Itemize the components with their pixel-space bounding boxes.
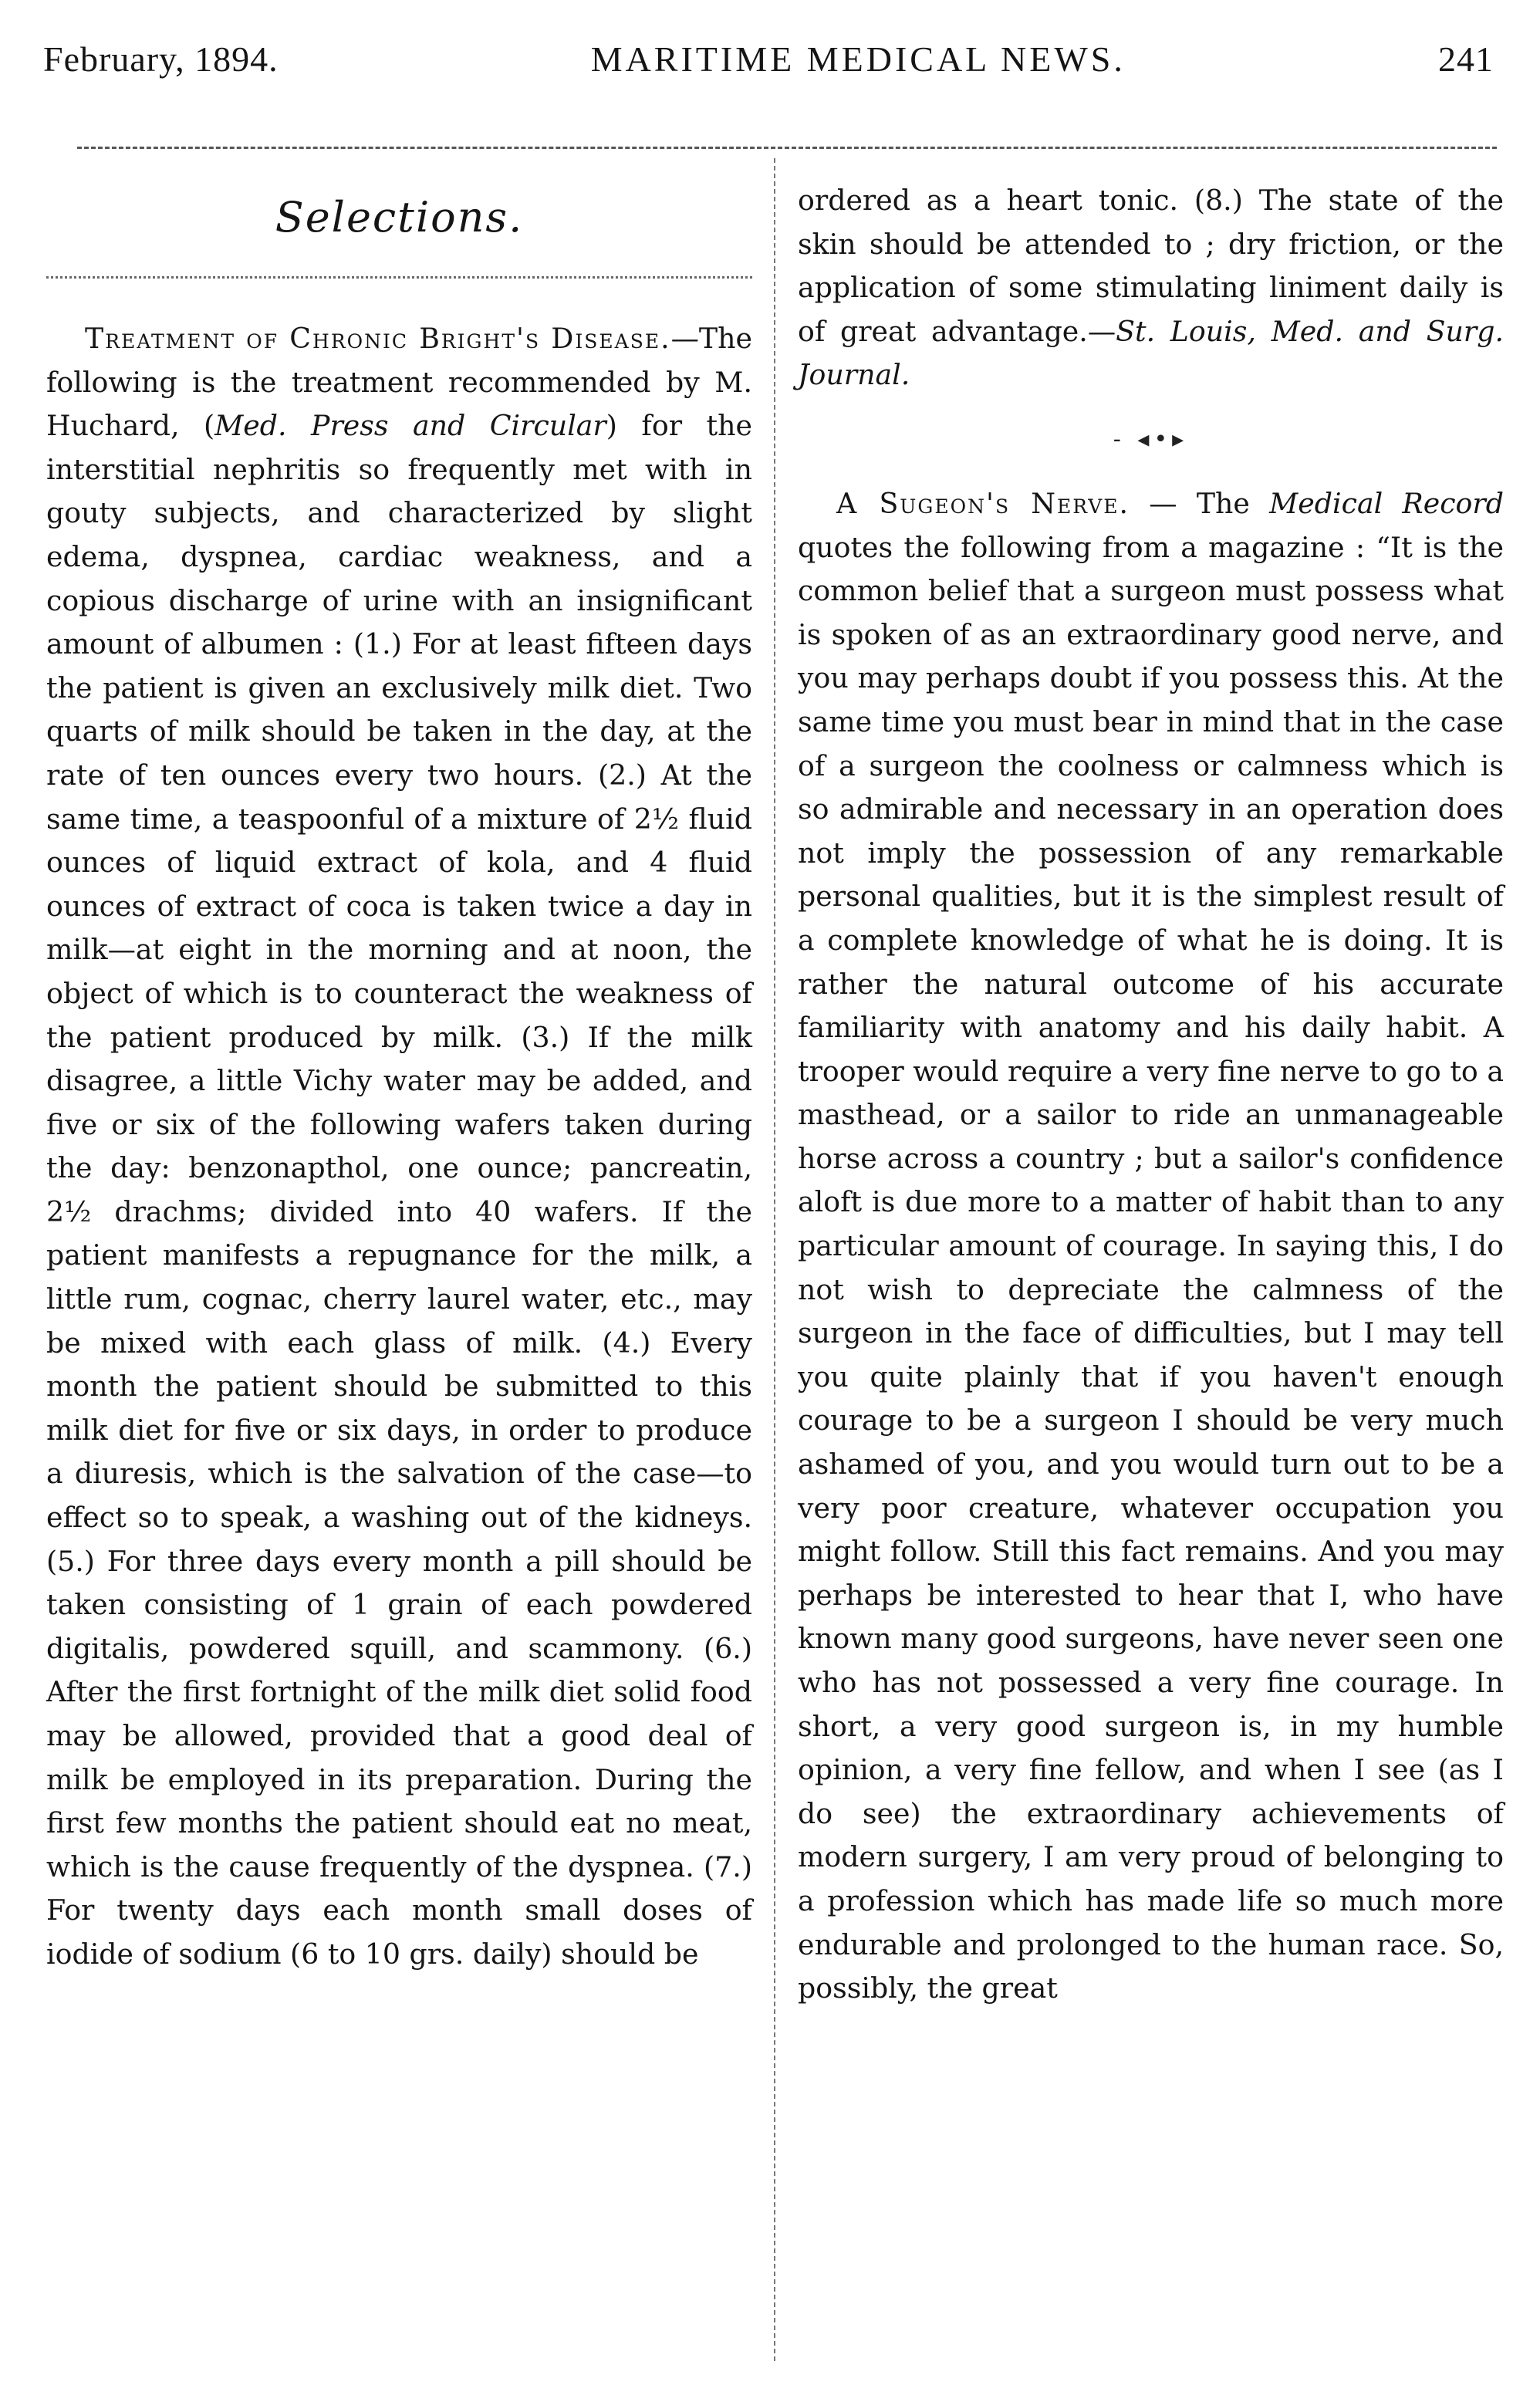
article2-source: Medical Record — [1269, 486, 1504, 520]
page-number: 241 — [1437, 39, 1494, 79]
column-divider — [774, 158, 775, 2361]
running-head — [43, 39, 1494, 90]
article-bright-disease — [46, 317, 752, 1977]
end-citation: St. Louis, Med. and Surg. Journal. — [798, 314, 1504, 392]
article-title: Treatment of Chronic Bright's Disease. — [85, 322, 671, 355]
section-rule — [46, 276, 752, 279]
continuation-text: ordered as a heart tonic. (8.) The state of the skin should be attended to ; dry friction, or the application of some stimulating liniment daily is of great advantage.— — [798, 184, 1504, 348]
header-rule — [77, 147, 1497, 149]
article2-dash: — The — [1130, 486, 1270, 520]
source-citation: Med. Press and Circular — [214, 409, 606, 443]
section-heading: Selections. — [275, 193, 524, 242]
header-date: February, 1894. — [43, 39, 279, 79]
article-surgeons-nerve — [798, 482, 1504, 2011]
ornament-divider: - ◂•▸ — [1113, 425, 1189, 453]
article-intro: —The following is the treatment recommended by M. Huchard, ( — [46, 322, 752, 443]
article2-title: A Sugeon's Nerve. — [836, 486, 1130, 520]
article-continuation — [798, 179, 1504, 397]
left-column — [46, 177, 752, 1977]
journal-title: MARITIME MEDICAL NEWS. — [590, 39, 1126, 79]
article-body: ) for the interstitial nephritis so frequently met with in gouty subjects, and characterized by slight edema, dyspnea, cardiac weakness, and a copious discharge of urine with an insignificant amount of albumen : (1.) For at least fifteen days the patient is given an exclusively milk diet. Two quarts of milk should be taken in the day, at the rate of ten ounces every two hours. (2.) At the same time, a teaspoonful of a mixture of 2½ fluid ounces of liquid extract of kola, and 4 fluid ounces of extract of coca is taken twice a day in milk—at eight in the morning and at noon, the object of which is to counteract the weakness of the patient produced by milk. (3.) If the milk disagree, a little Vichy water may be added, and five or six of the following wafers taken during the day: benzonapthol, one ounce; pancreatin, 2½ drachms; divided into 40 wafers. If the patient manifests a repugnance for the milk, a little rum, cognac, cherry laurel water, etc., may be mixed with each glass of milk. (4.) Every month the patient should be submitted to this milk diet for five or six days, in order to produce a diuresis, which is the salvation of the case—to effect so to speak, a washing out of the kidneys. (5.) For three days every month a pill should be taken consisting of 1 grain of each powdered digitalis, powdered squill, and scammony. (6.) After the first fortnight of the milk diet solid food may be allowed, provided that a good deal of milk be employed in its preparation. During the first few months the patient should eat no meat, which is the cause frequently of the dyspnea. (7.) For twenty days each month small doses of iodide of sodium (6 to 10 grs. daily) should be — [46, 409, 752, 1971]
article2-body: quotes the following from a magazine : “It is the common belief that a surgeon must possess what is spoken of as an extraordinary good nerve, and you may perhaps doubt if you possess this. At the same time you must bear in mind that in the case of a surgeon the coolness or calmness which is so admirable and necessary in an operation does not imply the possession of any remarkable personal qualities, but it is the simplest result of a complete knowledge of what he is doing. It is rather the natural outcome of his accurate familiarity with anatomy and his daily habit. A trooper would require a very fine nerve to go to a masthead, or a sailor to ride an unmanageable horse across a country ; but a sailor's confidence aloft is due more to a matter of habit than to any particular amount of courage. In saying this, I do not wish to depreciate the calmness of the surgeon in the face of difficulties, but I may tell you quite plainly that if you haven't enough courage to be a surgeon I should be very much ashamed of you, and you would turn out to be a very poor creature, whatever occupation you might follow. Still this fact remains. And you may perhaps be interested to hear that I, who have known many good surgeons, have never seen one who has not possessed a very fine courage. In short, a very good surgeon is, in my humble opinion, a very fine fellow, and when I see (as I do see) the extraordinary achievements of modern surgery, I am very proud of belonging to a profession which has made life so much more endurable and prolonged to the human race. So, possibly, the great — [798, 530, 1504, 2005]
right-column — [798, 179, 1504, 2011]
